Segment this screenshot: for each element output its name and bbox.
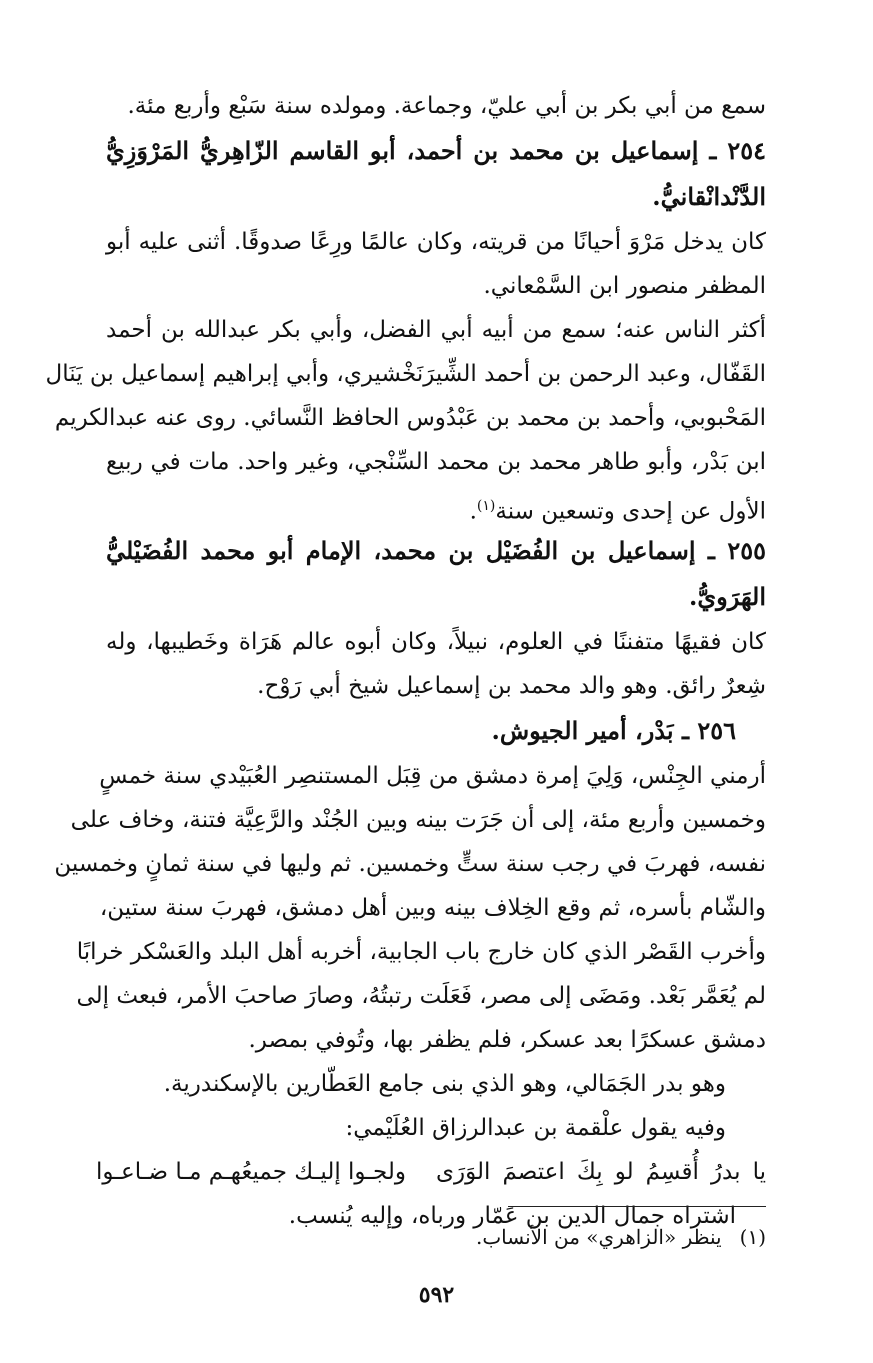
footnote-marker: (١) [476, 498, 496, 514]
entry-heading-254-cont: الدَّنْدانْقانيُّ. [652, 182, 766, 211]
verse-second-hemistich: ولجـوا إليـك جميعُهـم مـا ضـاعـوا [96, 1159, 406, 1185]
text-line: كان يدخل مَرْوَ أحيانًا من قريته، وكان عالمًا ورِعًا صدوقًا. أثنى عليه أبو [106, 229, 766, 255]
entry-heading-254: ٢٥٤ ـ إسماعيل بن محمد بن أحمد، أبو القاسم الزّاهِريُّ المَرْوَزِيُّ [106, 136, 766, 165]
text-line: سمع من أبي بكر بن أبي عليّ، وجماعة. ومولده سنة سَبْع وأربع مئة. [127, 93, 766, 119]
footnote-text: ينظر «الزاهري» من الأنساب. [475, 1225, 722, 1249]
text-line: وهو بدر الجَمَالي، وهو الذي بنى جامع العَطّارين بالإسكندرية. [163, 1071, 726, 1097]
entry-heading-255-cont: الهَرَويُّ. [688, 582, 766, 611]
text-line: وفيه يقول علْقمة بن عبدالرزاق العُلَيْمي: [345, 1115, 726, 1141]
text-line: كان فقيهًا متفننًا في العلوم، نبيلاً، وكان أبوه عالم هَرَاة وخَطيبها، وله [106, 629, 766, 655]
footnote [106, 1222, 766, 1252]
footnote-number: (١) [739, 1225, 766, 1249]
poem-verse [96, 1150, 766, 1194]
text-line: أرمني الجِنْس، وَلِيَ إمرة دمشق من قِبَل المستنصِر العُبَيْدي سنة خمسٍ [99, 763, 766, 789]
text-line: شِعرٌ رائق. وهو والد محمد بن إسماعيل شيخ أبي رَوْح. [257, 673, 766, 699]
verse-first-hemistich: يا بدرُ أُقسِمُ لو بِكَ اعتصمَ الوَرَى [436, 1159, 766, 1185]
main-text [45, 84, 766, 1238]
text-fragment: . [469, 498, 477, 525]
text-line: ابن بَدْر، وأبو طاهر محمد بن محمد السِّنْجي، وغير واحد. مات في ربيع [106, 449, 766, 475]
entry-heading-256: ٢٥٦ ـ بَدْر، أمير الجيوش. [491, 716, 736, 745]
text-line: اشتراه جمال الدين بن عَمّار ورباه، وإليه يُنسب. [288, 1203, 736, 1229]
text-line: وأخرب القَصْر الذي كان خارج باب الجابية، أخربه أهل البلد والعَسْكر خرابًا [76, 939, 766, 965]
text-line: نفسه، فهربَ في رجب سنة ستٍّ وخمسين. ثم وليها في سنة ثمانٍ وخمسين [54, 851, 766, 877]
text-line [106, 484, 766, 528]
text-line: والشّام بأسره، ثم وقع الخِلاف بينه وبين أهل دمشق، فهربَ سنة ستين، [99, 895, 766, 921]
text-line: أكثر الناس عنه؛ سمع من أبيه أبي الفضل، وأبي بكر عبدالله بن أحمد [106, 317, 766, 343]
text-fragment: الأول عن إحدى وتسعين سنة [495, 498, 766, 525]
text-line: لم يُعَمَّر بَعْد. ومَضَى إلى مصر، فَعَلَت رتبتُهُ، وصارَ صاحبَ الأمر، فبعث إلى [76, 983, 766, 1009]
footnote-divider [508, 1206, 766, 1207]
text-line: دمشق عسكرًا بعد عسكر، فلم يظفر بها، وتُوفي بمصر. [248, 1027, 766, 1053]
text-line: المظفر منصور ابن السَّمْعاني. [483, 273, 766, 299]
page-number: ٥٩٢ [418, 1282, 455, 1308]
text-line: القَفّال، وعبد الرحمن بن أحمد الشِّيرَنَخْشيري، وأبي إبراهيم إسماعيل بن يَنَال [45, 361, 766, 387]
text-line: وخمسين وأربع مئة، إلى أن جَرَت بينه وبين الجُنْد والرَّعِيَّة فتنة، وخاف على [70, 807, 766, 833]
entry-heading-255: ٢٥٥ ـ إسماعيل بن الفُضَيْل بن محمد، الإمام أبو محمد الفُضَيْليُّ [106, 536, 766, 565]
text-line: المَحْبوبي، وأحمد بن محمد بن عَبْدُوس الحافظ النَّسائي. روى عنه عبدالكريم [54, 405, 766, 431]
